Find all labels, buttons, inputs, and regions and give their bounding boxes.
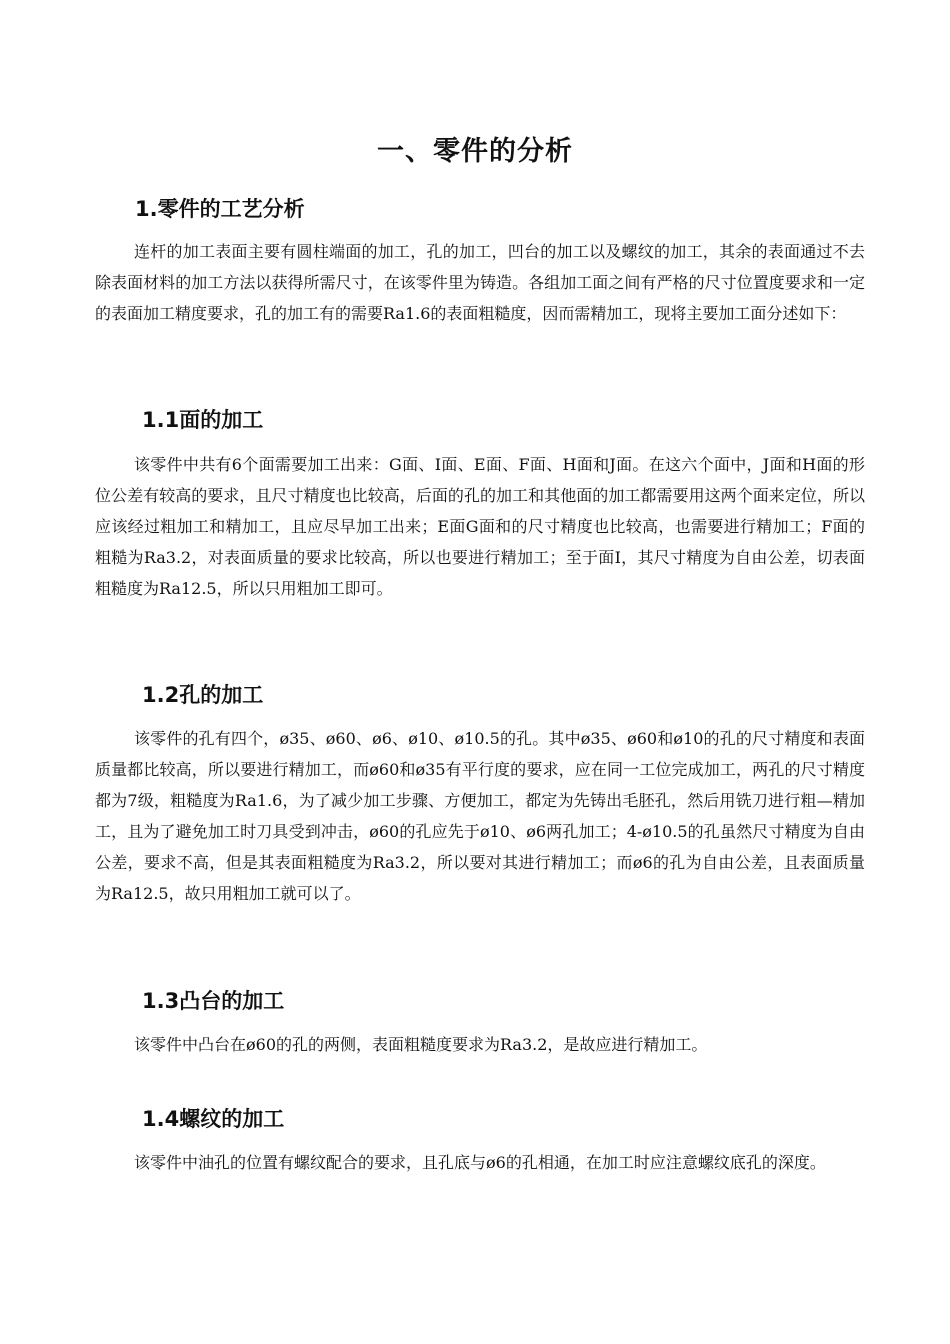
subsection-paragraph-hole: 该零件的孔有四个，ø35、ø60、ø6、ø10、ø10.5的孔。其中ø35、ø60和ø10的孔的尺寸精度和表面质量都比较高，所以要进行精加工，而ø60和ø35有平行度的要求，应在同一工位完成加工，两孔的尺寸精度都为7级，粗糙度为Ra1.6，为了减少加工步骤、方便加工，都定为先铸出毛胚孔，然后用铣刀进行粗—精加工，且为了避免加工时刀具受到冲击，ø60的孔应先于ø10、ø6两孔加工；4-ø10.5的孔虽然尺寸精度为自由公差，要求不高，但是其表面粗糙度为Ra3.2，所以要对其进行精加工；而ø6的孔为自由公差，且表面质量为Ra12.5，故只用粗加工就可以了。 xyxy=(95,729,865,903)
intro-paragraph: 连杆的加工表面主要有圆柱端面的加工，孔的加工，凹台的加工以及螺纹的加工，其余的表面通过不去除表面材料的加工方法以获得所需尺寸，在该零件里为铸造。各组加工面之间有严格的尺寸位置度要求和一定的表面加工精度要求，孔的加工有的需要Ra1.6的表面粗糙度，因而需精加工，现将主要加工面分述如下： xyxy=(95,242,865,323)
section-heading: 1.零件的工艺分析 xyxy=(135,197,305,221)
subsection-paragraph-boss: 该零件中凸台在ø60的孔的两侧，表面粗糙度要求为Ra3.2，是故应进行精加工。 xyxy=(134,1035,708,1054)
chapter-title: 一、零件的分析 xyxy=(377,136,573,167)
subsection-heading-boss: 1.3凸台的加工 xyxy=(142,989,285,1013)
subsection-paragraph-surface: 该零件中共有6个面需要加工出来：G面、I面、E面、F面、H面和J面。在这六个面中，J面和H面的形位公差有较高的要求，且尺寸精度也比较高，后面的孔的加工和其他面的加工都需要用这两个面来定位，所以应该经过粗加工和精加工，且应尽早加工出来；E面G面和的尺寸精度也比较高，也需要进行精加工；F面的粗糙为Ra3.2，对表面质量的要求比较高，所以也要进行精加工；至于面I，其尺寸精度为自由公差，切表面粗糙度为Ra12.5，所以只用粗加工即可。 xyxy=(95,455,865,598)
subsection-heading-surface: 1.1面的加工 xyxy=(142,408,264,432)
subsection-paragraph-thread: 该零件中油孔的位置有螺纹配合的要求，且孔底与ø6的孔相通，在加工时应注意螺纹底孔的深度。 xyxy=(134,1153,826,1172)
subsection-heading-thread: 1.4螺纹的加工 xyxy=(142,1107,285,1131)
subsection-heading-hole: 1.2孔的加工 xyxy=(142,683,264,707)
